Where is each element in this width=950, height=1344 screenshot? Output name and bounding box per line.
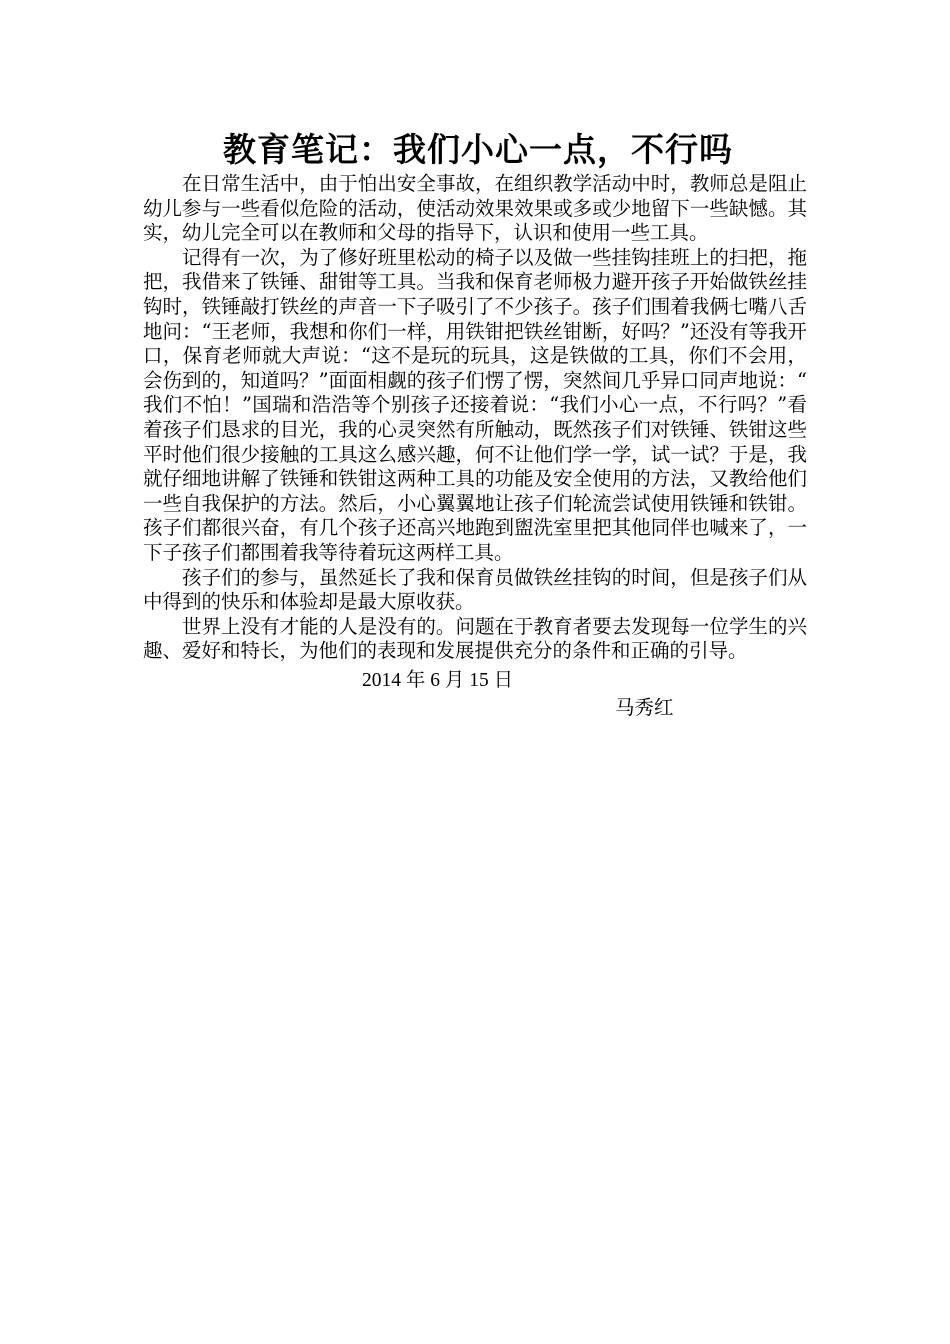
paragraph: 孩子们的参与，虽然延长了我和保育员做铁丝挂钩的时间，但是孩子们从中得到的快乐和体验却是最大原收获。 <box>143 565 807 614</box>
document-author: 马秀红 <box>615 695 674 719</box>
paragraph: 世界上没有才能的人是没有的。问题在于教育者要去发现每一位学生的兴趣、爱好和特长，为他们的表现和发展提供充分的条件和正确的引导。 <box>143 614 807 663</box>
paragraph: 记得有一次，为了修好班里松动的椅子以及做一些挂钩挂班上的扫把，拖把，我借来了铁锤、甜钳等工具。当我和保育老师极力避开孩子开始做铁丝挂钩时，铁锤敲打铁丝的声音一下子吸引了不少孩子。孩子们围着我俩七嘴八舌地问：“王老师，我想和你们一样，用铁钳把铁丝钳断，好吗？”还没有等我开口，保育老师就大声说：“这不是玩的玩具，这是铁做的工具，你们不会用，会伤到的，知道吗？”面面相觑的孩子们愣了愣，突然间几乎异口同声地说：“我们不怕！”国瑞和浩浩等个别孩子还接着说：“我们小心一点，不行吗？”看着孩子们恳求的目光，我的心灵突然有所触动，既然孩子们对铁锤、铁钳这些平时他们很少接触的工具这么感兴趣，何不让他们学一学，试一试？于是，我就仔细地讲解了铁锤和铁钳这两种工具的功能及安全使用的方法，又教给他们一些自我保护的方法。然后，小心翼翼地让孩子们轮流尝试使用铁锤和铁钳。孩子们都很兴奋，有几个孩子还高兴地跑到盥洗室里把其他同伴也喊来了，一下子孩子们都围着我等待着玩这两样工具。 <box>143 245 807 564</box>
document-page <box>143 128 807 722</box>
document-date: 2014 年 6 月 15 日 <box>362 669 514 691</box>
document-title: 教育笔记：我们小心一点，不行吗 <box>223 130 733 169</box>
paragraph: 在日常生活中，由于怕出安全事故，在组织教学活动中时，教师总是阻止幼儿参与一些看似危险的活动，使活动效果效果或多或少地留下一些缺憾。其实，幼儿完全可以在教师和父母的指导下，认识和使用一些工具。 <box>143 172 807 245</box>
